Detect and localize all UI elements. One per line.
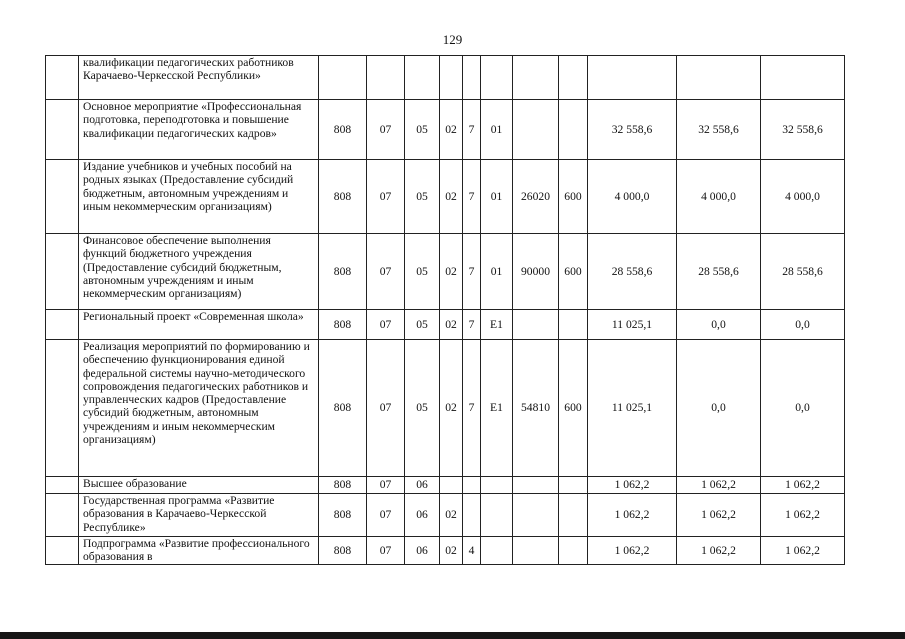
amount-cell-v1: 11 025,1 <box>588 340 677 477</box>
amount-cell-v2: 1 062,2 <box>677 477 761 494</box>
table-row <box>46 160 845 234</box>
item-name-cell: Государственная программа «Развитие образования в Карачаево-Черкесской Республике» <box>79 494 319 537</box>
amount-cell-v3: 1 062,2 <box>761 494 845 537</box>
code-cell-c1: 808 <box>319 234 367 310</box>
amount-cell-v1 <box>588 56 677 100</box>
code-cell-c2: 07 <box>367 494 405 537</box>
amount-cell-v1: 32 558,6 <box>588 100 677 160</box>
code-cell-c8 <box>559 494 588 537</box>
code-cell-c8 <box>559 100 588 160</box>
code-cell-c1: 808 <box>319 477 367 494</box>
amount-cell-v2: 4 000,0 <box>677 160 761 234</box>
code-cell-c4: 02 <box>440 160 463 234</box>
amount-cell-v2: 1 062,2 <box>677 537 761 565</box>
amount-cell-v1: 1 062,2 <box>588 477 677 494</box>
code-cell-c3: 06 <box>405 537 440 565</box>
code-cell-c3: 05 <box>405 160 440 234</box>
item-name-cell: Реализация мероприятий по формированию и обеспечению функционирования единой федеральной системы научно-методического сопровождения педагогических работников и управленческих кадров (Предоставление субсидий бюджетным, автономным учреждениям и иным некоммерческим организациям) <box>79 340 319 477</box>
amount-cell-v2: 0,0 <box>677 340 761 477</box>
code-cell-c3 <box>405 56 440 100</box>
code-cell-c8 <box>559 477 588 494</box>
code-cell-c5: 7 <box>463 310 481 340</box>
code-cell-c7: 54810 <box>513 340 559 477</box>
page-number: 129 <box>442 32 463 47</box>
code-cell-c4 <box>440 56 463 100</box>
code-cell-c6 <box>481 477 513 494</box>
code-cell-c1: 808 <box>319 537 367 565</box>
table-row <box>46 234 845 310</box>
code-cell-c8 <box>559 310 588 340</box>
amount-cell-v1: 4 000,0 <box>588 160 677 234</box>
code-cell-c8 <box>559 537 588 565</box>
code-cell-c3: 05 <box>405 234 440 310</box>
amount-cell-v3: 0,0 <box>761 340 845 477</box>
code-cell-c4 <box>440 477 463 494</box>
item-name-cell: Издание учебников и учебных пособий на родных языках (Предоставление субсидий бюджетным, автономным учреждениям и иным некоммерческим организациям) <box>79 160 319 234</box>
amount-cell-v2: 1 062,2 <box>677 494 761 537</box>
code-cell-c7 <box>513 100 559 160</box>
table-row <box>46 310 845 340</box>
code-cell-c5 <box>463 56 481 100</box>
table-row <box>46 494 845 537</box>
code-cell-c6: E1 <box>481 340 513 477</box>
code-cell-c7: 90000 <box>513 234 559 310</box>
amount-cell-v3: 28 558,6 <box>761 234 845 310</box>
code-cell-c5 <box>463 477 481 494</box>
code-cell-c2: 07 <box>367 537 405 565</box>
item-name-cell: Основное мероприятие «Профессиональная подготовка, переподготовка и повышение квалификации педагогических кадров» <box>79 100 319 160</box>
amount-cell-v3: 1 062,2 <box>761 537 845 565</box>
code-cell-c1: 808 <box>319 160 367 234</box>
item-name-cell: Высшее образование <box>79 477 319 494</box>
table-row <box>46 537 845 565</box>
code-cell-c6 <box>481 537 513 565</box>
amount-cell-v3: 1 062,2 <box>761 477 845 494</box>
row-index-cell <box>46 100 79 160</box>
code-cell-c8 <box>559 56 588 100</box>
table-row <box>46 477 845 494</box>
row-index-cell <box>46 494 79 537</box>
table-row <box>46 100 845 160</box>
amount-cell-v1: 11 025,1 <box>588 310 677 340</box>
code-cell-c5: 7 <box>463 160 481 234</box>
code-cell-c8: 600 <box>559 234 588 310</box>
amount-cell-v1: 1 062,2 <box>588 537 677 565</box>
code-cell-c7 <box>513 56 559 100</box>
code-cell-c6 <box>481 494 513 537</box>
code-cell-c5 <box>463 494 481 537</box>
amount-cell-v2 <box>677 56 761 100</box>
code-cell-c6: 01 <box>481 160 513 234</box>
amount-cell-v1: 1 062,2 <box>588 494 677 537</box>
amount-cell-v1: 28 558,6 <box>588 234 677 310</box>
code-cell-c8: 600 <box>559 340 588 477</box>
row-index-cell <box>46 477 79 494</box>
budget-table <box>45 55 845 565</box>
row-index-cell <box>46 310 79 340</box>
amount-cell-v3 <box>761 56 845 100</box>
row-index-cell <box>46 160 79 234</box>
code-cell-c1 <box>319 56 367 100</box>
code-cell-c1: 808 <box>319 310 367 340</box>
code-cell-c7 <box>513 537 559 565</box>
table-row <box>46 56 845 100</box>
code-cell-c5: 7 <box>463 234 481 310</box>
code-cell-c5: 7 <box>463 340 481 477</box>
amount-cell-v2: 32 558,6 <box>677 100 761 160</box>
code-cell-c3: 05 <box>405 100 440 160</box>
amount-cell-v3: 4 000,0 <box>761 160 845 234</box>
code-cell-c7 <box>513 494 559 537</box>
item-name-cell: квалификации педагогических работников Карачаево-Черкесской Республики» <box>79 56 319 100</box>
amount-cell-v3: 0,0 <box>761 310 845 340</box>
code-cell-c3: 05 <box>405 310 440 340</box>
row-index-cell <box>46 234 79 310</box>
code-cell-c7 <box>513 310 559 340</box>
item-name-cell: Региональный проект «Современная школа» <box>79 310 319 340</box>
code-cell-c1: 808 <box>319 100 367 160</box>
code-cell-c2: 07 <box>367 310 405 340</box>
code-cell-c4: 02 <box>440 494 463 537</box>
code-cell-c2: 07 <box>367 100 405 160</box>
row-index-cell <box>46 56 79 100</box>
code-cell-c5: 7 <box>463 100 481 160</box>
amount-cell-v2: 28 558,6 <box>677 234 761 310</box>
code-cell-c6: E1 <box>481 310 513 340</box>
code-cell-c4: 02 <box>440 537 463 565</box>
code-cell-c2: 07 <box>367 160 405 234</box>
item-name-cell: Подпрограмма «Развитие профессионального образования в <box>79 537 319 565</box>
amount-cell-v2: 0,0 <box>677 310 761 340</box>
code-cell-c2: 07 <box>367 477 405 494</box>
item-name-cell: Финансовое обеспечение выполнения функций бюджетного учреждения (Предоставление субсидий бюджетным, автономным учреждениям и иным некоммерческим организациям) <box>79 234 319 310</box>
table-row <box>46 340 845 477</box>
amount-cell-v3: 32 558,6 <box>761 100 845 160</box>
code-cell-c4: 02 <box>440 340 463 477</box>
code-cell-c4: 02 <box>440 234 463 310</box>
row-index-cell <box>46 537 79 565</box>
code-cell-c3: 06 <box>405 494 440 537</box>
code-cell-c5: 4 <box>463 537 481 565</box>
code-cell-c3: 06 <box>405 477 440 494</box>
row-index-cell <box>46 340 79 477</box>
code-cell-c2: 07 <box>367 340 405 477</box>
code-cell-c6 <box>481 56 513 100</box>
code-cell-c8: 600 <box>559 160 588 234</box>
code-cell-c2 <box>367 56 405 100</box>
code-cell-c4: 02 <box>440 100 463 160</box>
code-cell-c1: 808 <box>319 340 367 477</box>
code-cell-c6: 01 <box>481 234 513 310</box>
code-cell-c3: 05 <box>405 340 440 477</box>
code-cell-c2: 07 <box>367 234 405 310</box>
code-cell-c1: 808 <box>319 494 367 537</box>
scan-bottom-edge <box>0 632 905 639</box>
code-cell-c7: 26020 <box>513 160 559 234</box>
code-cell-c6: 01 <box>481 100 513 160</box>
code-cell-c7 <box>513 477 559 494</box>
code-cell-c4: 02 <box>440 310 463 340</box>
